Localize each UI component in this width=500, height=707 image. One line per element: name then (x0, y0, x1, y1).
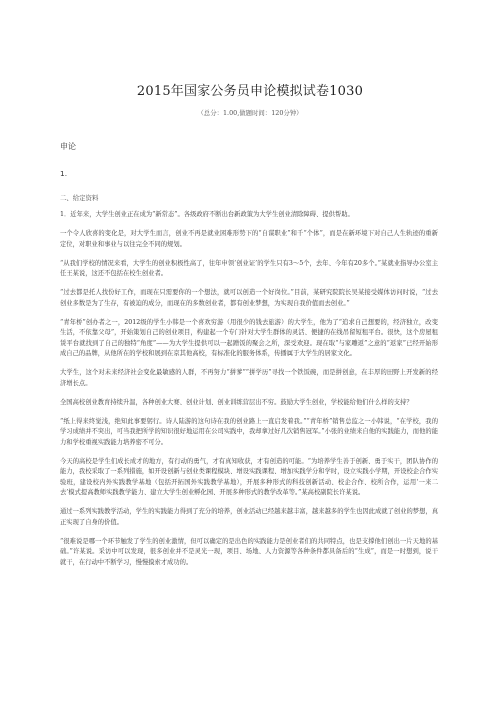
paragraph-6: 大学生，这个对未来经济社会变化最敏感的人群，不再努力“拼爹”“拼学历”寻找一个铁饭碗，而是拼创意，在丰厚的田野上开发新的经济增长点。 (60, 369, 438, 387)
section-heading: 申论 (60, 142, 76, 151)
paragraph-5: “青年桥”创办者之一，2012级的学生小韩是一个喜欢穷游（用很少的钱去旅游）的大学生，他为了“追求自己想要的，经济独立，改变生活，不依靠父母”，开始策划自己的创业项目，构建起一个专门针对大学生群体的灵活、便捷的在线吊留短租平台。很快，这个房屋租赁平台就找到了自己的独特“角度”——为大学生提供可以一起蹭饭的聚会之所，深受欢迎。现在取“与家雕返”之意的“返家”已经开始形成自己的品牌，从他所在的学校和展到在京其他高校，有标准化的服务体系，传播属于大学生的居家文化。 (60, 318, 438, 357)
paragraph-11: “很难说是哪一个环节触发了学生的创业激情，但可以确定的是出色的实践能力是创业者们的共同特点，也是支撑他们创出一片天地的基础。”许某说。采访中可以发现，很多创业并不是灵光一现，项目、场地、人力资源等各种条件都具备后的“生成”，而是一时想到，说干就干，在行动中不断学习，慢慢摸索才成功的。 (60, 537, 438, 566)
paragraph-8: “纸上得来终觉浅，绝知此事要躬行。诗人陆游的这句诗在我的创业路上一直启发着我。”“青年桥”销售总监之一小韩说，“在学校，我的学习成绩并不突出，可当我把所学的知识很好地运用在公司实践中，我却拿过好几次销售冠军。”小张的业绩来自他的实践能力，而他的能力和学校重视实践能力培养密不可分。 (60, 417, 438, 446)
material-body (60, 210, 438, 577)
material-label: 二、给定资料 (60, 194, 99, 202)
exam-meta: （总分：1.00,做题时间：120分钟） (197, 109, 303, 117)
document-title: 2015年国家公务员申论模拟试卷1030 (136, 84, 364, 99)
paragraph-1: 1．近年来，大学生创业正在成为“新常态”。各级政府不断出台新政策为大学生创业清除障碍、提供帮助。 (60, 211, 354, 218)
paragraph-9: 今天的高校是学生们成长成才的地方，有行动的勇气，才有真知收获，才有创造的可能。“为培养学生善于创新、勇于实干，团队协作的能力，我校采取了一系列措施，如开设创新与创业类课程模块、增设实践课程、增加实践学分和学时，设立实践小学期，开设校企合作实验班，建设校内外实践教学基地（包括开拓国外实践教学基地），开展多种形式的科技创新活动、校企合作、校所合作，运用‘一来二去’模式提高教师实践教学能力、建立大学生创业孵化园、开展多种形式的教学改革等。”某高校副院长许某说。 (60, 457, 438, 496)
paragraph-2: 一个令人欣喜的变化是，对大学生而言，创业不再是就业困难形势下的“自谋职业”和千“个体”，而是在新环境下对自己人生轨迹的重新定位，对职业和事业与以往完全不同的规划。 (60, 230, 438, 248)
paragraph-7: 全国高校创业教育持续升温，各种创业大赛、创业计划、创业训练营层出不穷。鼓励大学生创业，学校能给他们什么样的支持？ (60, 398, 413, 406)
paragraph-10: 通过一系列实践教学活动，学生的实践能力得到了充分的培养，创业活动已经越来越丰富，越来越多的学生也因此成就了创业的梦想，真正实现了自身的价值。 (60, 508, 438, 526)
paragraph-3: “从我们学校的情况来看，大学生的创业积极性高了，往年申领‘创业证’的学生只有3～5个，去年、今年有20多个。”某就业指导办公室主任王某说，这还不包括在校生创业者。 (60, 259, 438, 277)
question-number: 1. (60, 169, 68, 178)
paragraph-4: “过去都是托人找份好工作，而现在只需要你的一个想法，就可以创造一个好岗位。”目前，某研究院院长吴某接受媒体访问时说，“过去创业多数是为了生存，有被迫的成分，而现在的多数创业者，都有创业梦想，为实现自我价值而去创业。” (60, 289, 438, 307)
